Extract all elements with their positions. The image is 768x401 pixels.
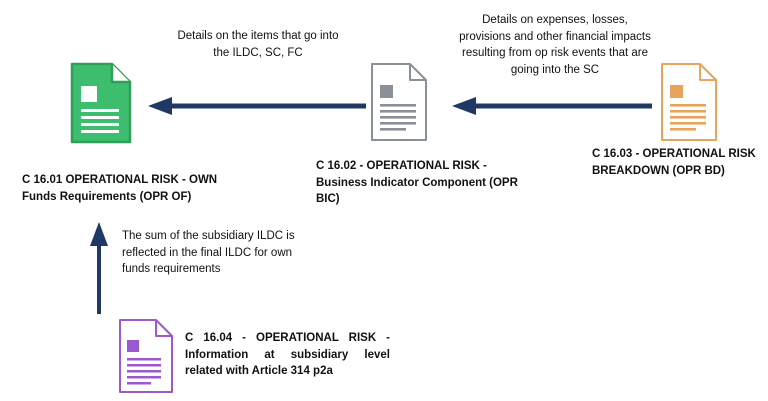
- document-icon: [660, 62, 718, 147]
- annotation-subsidiary-to-of: The sum of the subsidiary ILDC is reflected in the final ILDC for own funds requirements: [122, 230, 295, 276]
- annotation-bic-to-of: Details on the items that go into the ILDC, SC, FC: [177, 30, 339, 59]
- arrow-bic-to-of: [148, 96, 366, 121]
- caption-opr-bd: C 16.03 - OPERATIONAL RISK BREAKDOWN (OPR BD): [592, 148, 756, 177]
- document-icon: [118, 318, 174, 399]
- document-icon: [370, 62, 428, 147]
- annotation-bd-to-bic: Details on expenses, losses, provisions and other financial impacts resulting from op risk events that are going into the SC: [459, 14, 651, 77]
- caption-opr-bic: C 16.02 - OPERATIONAL RISK - Business Indicator Component (OPR BIC): [316, 160, 518, 206]
- arrow-subsidiary-to-of: [88, 222, 110, 319]
- caption-opr-subsidiary: C 16.04 - OPERATIONAL RISK - Information at subsidiary level related with Article 314 p2a: [185, 332, 390, 378]
- caption-opr-of: C 16.01 OPERATIONAL RISK - OWN Funds Requirements (OPR OF): [22, 174, 218, 203]
- arrow-bd-to-bic: [452, 96, 652, 121]
- document-icon: [70, 62, 132, 149]
